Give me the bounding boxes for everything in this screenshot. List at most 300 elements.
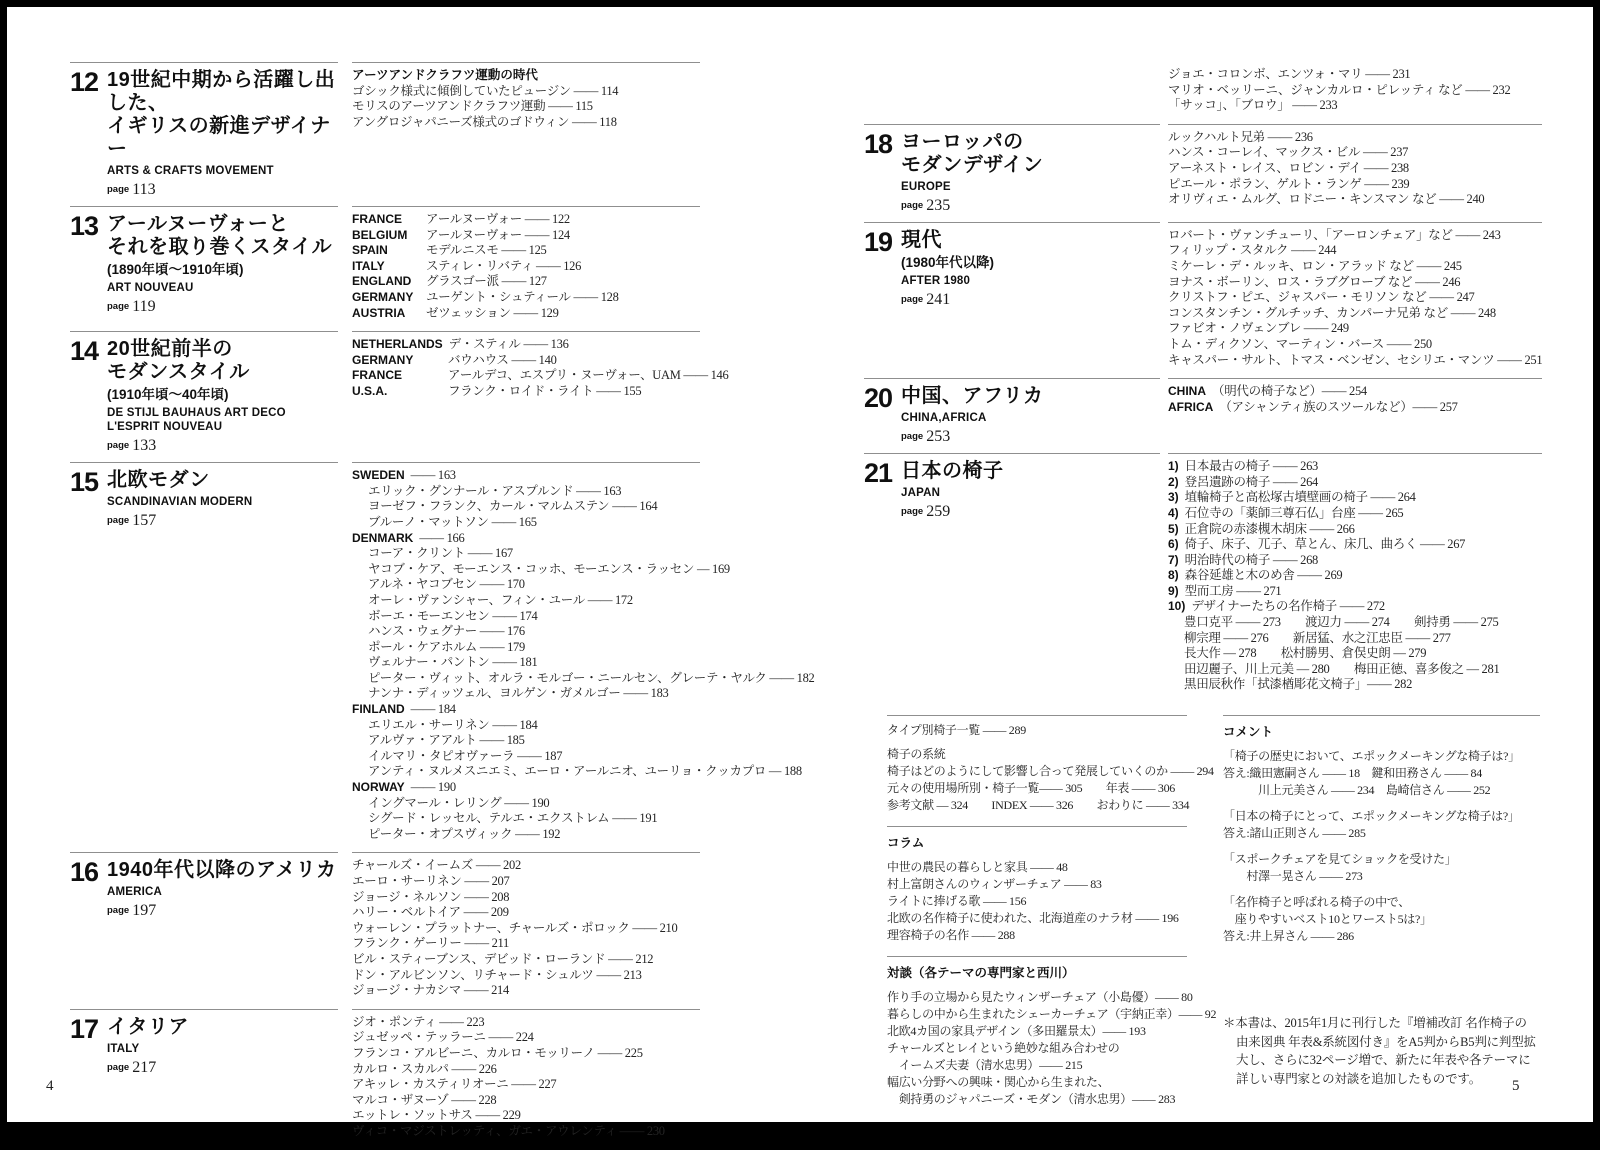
left-page-number: 4 (46, 1078, 54, 1094)
comment-line: 「日本の椅子にとって、エポックメーキングな椅子は?」 (1223, 809, 1520, 824)
chapter-page-number: 119 (132, 298, 156, 315)
chapter-titles (107, 1015, 338, 1076)
chapter-number: 19 (864, 226, 893, 257)
toc-entry (352, 243, 700, 259)
toc-entry-label: ENGLAND (352, 274, 412, 289)
toc-entry-text: ビル・スティーブンス、デビッド・ローランド —— 212 (352, 951, 654, 966)
toc-entry (1168, 662, 1542, 678)
toc-entry-text: ヴェルナー・パントン —— 181 (368, 655, 538, 670)
toc-entry-text: —— 184 (410, 702, 456, 717)
toc-entry-text: 「サッコ」、「ブロウ」 —— 233 (1168, 98, 1338, 113)
chapter-page-number: 253 (926, 428, 951, 446)
appendix-line: 元々の使用場所別・椅子一覧—— 305 年表 —— 306 (887, 781, 1176, 796)
toc-entry-text: アーネスト・レイス、ロビン・デイ —— 238 (1168, 160, 1409, 175)
toc-entry-text: 柳宗理 —— 276 新居猛、水之江忠臣 —— 277 (1184, 630, 1451, 645)
appendix-line: 北欧の名作椅子に使われた、北海道産のナラ材 —— 196 (887, 911, 1179, 926)
chapter-subtitle: (1980年代以降) (901, 254, 995, 270)
page-word: page (107, 905, 130, 917)
chapter-entry-list (352, 62, 700, 206)
toc-entry-text: ゴシック様式に傾倒していたピュージン —— 114 (352, 83, 619, 98)
toc-entry (1168, 353, 1542, 369)
left-chapter-list (70, 62, 815, 1150)
toc-entry-text: 明治時代の椅子 —— 268 (1184, 552, 1318, 567)
toc-entry (352, 368, 729, 384)
toc-entry-text: ピーター・ヴィット、オルラ・モルゴー・ニールセン、グレーテ・ヤルク —— 182 (368, 670, 815, 685)
toc-entry (1168, 490, 1542, 506)
chapter-row (70, 852, 700, 1008)
toc-entry-text: フランコ・アルビーニ、カルロ・モッリーノ —— 225 (352, 1045, 643, 1060)
toc-entry (352, 274, 700, 290)
toc-entry-text: バウハウス —— 140 (448, 352, 557, 367)
toc-entry-text: ユーゲント・シュティール —— 128 (426, 289, 619, 304)
chapter-entry-list (352, 852, 700, 1008)
toc-entry-text: —— 166 (419, 530, 465, 545)
chapter-head-inner (70, 1015, 338, 1076)
toc-entry (1168, 243, 1542, 259)
toc-entry (352, 733, 700, 749)
toc-entry (1168, 321, 1542, 337)
page-word: page (901, 431, 924, 443)
chapter-title-japanese: アールヌーヴォーと (107, 213, 289, 235)
chapter-page-indicator (901, 197, 1160, 214)
toc-entry-text: イングマール・レリング —— 190 (368, 795, 550, 810)
toc-entry-text: イルマリ・タピオヴァーラ —— 187 (368, 748, 563, 763)
chapter-title-japanese: 19世紀中期から活躍し出した、 (107, 69, 336, 114)
chapter-title-japanese: それを取り巻くスタイル (107, 236, 333, 258)
toc-entry (352, 515, 700, 531)
toc-entry-text: デ・スティル —— 136 (448, 337, 569, 352)
toc-entry (352, 952, 700, 968)
chapter-head (70, 331, 338, 462)
toc-entry-text: アングロジャパニーズ様式のゴドウィン —— 118 (352, 114, 617, 129)
toc-entry-text: グラスゴー派 —— 127 (426, 274, 547, 289)
comment-paragraph (1223, 748, 1540, 799)
toc-entry-label: 9) (1168, 583, 1179, 598)
appendix-line: ライトに捧げる歌 —— 156 (887, 894, 1027, 909)
toc-entry-label: GERMANY (352, 289, 414, 304)
toc-entry-text: ボーエ・モーエンセン —— 174 (368, 608, 538, 623)
toc-entry-text: ジュゼッペ・テッラーニ —— 224 (352, 1030, 534, 1045)
comment-line: 答え:織田憲嗣さん —— 18 鍵和田務さん —— 84 (1223, 766, 1482, 781)
appendix-line: 中世の農民の暮らしと家具 —— 48 (887, 860, 1068, 875)
chapter-title-japanese: モダンデザイン (901, 153, 1044, 176)
toc-entry-text: アールヌーヴォー —— 122 (426, 212, 570, 226)
chapter-titles (107, 337, 338, 454)
toc-entry (1168, 677, 1542, 693)
toc-entry (1168, 459, 1542, 475)
chapter-page-number: 197 (132, 902, 157, 920)
chapter-entry-list (1168, 222, 1542, 378)
toc-entry-text: カルロ・スカルパ —— 226 (352, 1061, 497, 1076)
toc-entry (352, 1093, 700, 1109)
toc-entry-text: ゼツェッション —— 129 (426, 305, 559, 320)
toc-entry (352, 577, 700, 593)
toc-entry-text: ナンナ・ディッツェル、ヨルゲン・ガメルゴー —— 183 (368, 686, 669, 701)
toc-entry-text: クリストフ・ピエ、ジャスパー・モリソン など —— 247 (1168, 290, 1475, 305)
appendix-block (887, 715, 1214, 826)
toc-entry (1168, 145, 1542, 161)
chapter-row (864, 378, 1542, 453)
chapter-page-indicator (901, 291, 1160, 308)
comment-paragraph (1223, 894, 1540, 945)
toc-entry (1168, 275, 1542, 291)
chapter-title-english: L'ESPRIT NOUVEAU (107, 421, 223, 434)
toc-entry-text: ポール・ケアホルム —— 179 (368, 639, 525, 654)
toc-entry (1168, 130, 1542, 146)
toc-entry-text: 長大作 — 278 松村勝男、倉俣史朗 — 279 (1184, 646, 1427, 661)
toc-entry-label: U.S.A. (352, 383, 388, 398)
page-word: page (107, 440, 130, 452)
chapter-head (864, 62, 1160, 124)
toc-entry-text: フィリップ・スタルク —— 244 (1168, 243, 1337, 258)
chapter-head-inner (70, 858, 338, 919)
toc-entry (352, 686, 700, 702)
appendix-line: 椅子の系統 (887, 747, 946, 762)
toc-entry-text: ヨナス・ボーリン、ロス・ラブグローブ など —— 246 (1168, 274, 1461, 289)
toc-entry-label: GERMANY (352, 352, 414, 367)
toc-entry-text: （アシャンティ族のスツールなど）—— 257 (1219, 399, 1458, 414)
chapter-entry-list (352, 1009, 700, 1150)
chapter-titles (107, 468, 338, 529)
page-word: page (107, 515, 130, 527)
chapter-title-english: DE STIJL BAUHAUS ART DECO (107, 407, 286, 420)
toc-entry-label: NORWAY (352, 780, 405, 795)
toc-entry (352, 115, 700, 131)
toc-entry (352, 1108, 700, 1124)
toc-entry-text: 石位寺の「薬師三尊石仏」台座 —— 265 (1184, 505, 1404, 520)
chapter-title-japanese: ヨーロッパの (901, 130, 1024, 153)
toc-entry-text: ハンス・コーレイ、マックス・ビル —— 237 (1168, 145, 1409, 160)
toc-entry (1168, 615, 1542, 631)
line-gap (887, 739, 1187, 746)
toc-entry (1168, 537, 1542, 553)
toc-entry-text: ファビオ・ノヴェンブレ —— 249 (1168, 321, 1349, 336)
chapter-page-indicator (107, 1059, 338, 1076)
toc-entry (352, 921, 700, 937)
toc-entry-label: BELGIUM (352, 227, 408, 242)
toc-entry-text: 埴輪椅子と高松塚古墳壁画の椅子 —— 264 (1184, 490, 1416, 505)
toc-entry-label: 5) (1168, 521, 1179, 536)
toc-entry-text: 登呂遺跡の椅子 —— 264 (1184, 474, 1318, 489)
toc-entry (352, 890, 700, 906)
chapter-page-indicator (901, 503, 1160, 520)
chapter-entry-list (352, 462, 815, 852)
toc-entry (1168, 192, 1542, 208)
toc-entry-text: ジョエ・コロンボ、エンツォ・マリ —— 231 (1168, 67, 1411, 81)
toc-entry (352, 593, 700, 609)
toc-entry-text: 正倉院の赤漆槻木胡床 —— 266 (1184, 521, 1355, 536)
chapter-head-inner (70, 337, 338, 454)
toc-entry-text: トム・ディクソン、マーティン・バース —— 250 (1168, 336, 1432, 351)
toc-entry (352, 337, 700, 353)
toc-entry (352, 531, 700, 547)
chapter-title-english: AFTER 1980 (901, 274, 971, 287)
toc-entry-text: ロバート・ヴァンチューリ、「アーロンチェア」など —— 243 (1168, 227, 1501, 242)
page-word: page (107, 184, 130, 195)
toc-entry-text: フランク・ロイド・ライト —— 155 (448, 383, 642, 398)
toc-entry-label: 1) (1168, 459, 1179, 474)
chapter-page-number: 235 (926, 196, 951, 214)
toc-entry (1168, 67, 1542, 83)
chapter-row (70, 331, 729, 462)
toc-entry-text: 倚子、床子、兀子、草とん、床几、曲ろく —— 267 (1184, 537, 1466, 552)
toc-entry (1168, 306, 1542, 322)
toc-entry (1168, 400, 1542, 416)
chapter-title-japanese: 1940年代以降のアメリカ (107, 859, 337, 882)
toc-entry (352, 968, 700, 984)
appendix-line: 村上富朗さんのウィンザーチェア —— 83 (887, 877, 1102, 892)
toc-entry-text: 森谷延雄と木のめ舎 —— 269 (1184, 568, 1343, 583)
toc-entry-text: フランク・ゲーリー —— 211 (352, 936, 509, 951)
toc-entry (352, 1077, 700, 1093)
toc-entry (352, 259, 700, 275)
chapter-row (70, 1009, 700, 1150)
toc-entry-label: 8) (1168, 568, 1179, 583)
chapter-head-inner (70, 68, 338, 198)
chapter-title-japanese: 20世紀前半の (107, 338, 233, 361)
toc-entry-label: 6) (1168, 537, 1179, 552)
toc-entry-text: エリエル・サーリネン —— 184 (368, 717, 538, 732)
toc-entry-label: FRANCE (352, 368, 402, 383)
chapter-titles (107, 212, 338, 315)
toc-entry-text: —— 163 (410, 468, 456, 483)
toc-entry-text: エリック・グンナール・アスプルンド —— 163 (368, 483, 622, 498)
toc-entry-label: SPAIN (352, 243, 388, 258)
chapter-row (864, 124, 1542, 222)
appendix-line: 椅子はどのようにして影響し合って発展していくのか —— 294 (887, 764, 1214, 779)
toc-entry-label: ITALY (352, 258, 385, 273)
chapter-head (864, 378, 1160, 453)
toc-entry (352, 546, 700, 562)
right-page-number: 5 (1512, 1078, 1520, 1094)
toc-entry-text: ジョージ・ナカシマ —— 214 (352, 983, 509, 998)
right-chapter-list (864, 62, 1542, 703)
toc-entry (352, 468, 700, 484)
edition-footnote: ＊本書は、2015年1月に刊行した『増補改訂 名作椅子の由来図典 年表&系統図付き』をA5判からB5判に判型拡大し、さらに32ページ増で、新たに年表や各テーマに詳しい専門家との対談を追加したものです。 (1223, 1016, 1536, 1086)
toc-entry-text: ウォーレン・プラットナー、チャールズ・ポロック —— 210 (352, 920, 678, 935)
chapter-titles (107, 858, 338, 919)
toc-entry-text: エーロ・サーリネン —— 207 (352, 874, 510, 888)
chapter-subtitle: (1890年頃〜1910年頃) (107, 262, 244, 277)
toc-entry-text: モリスのアーツアンドクラフツ運動 —— 115 (352, 99, 593, 114)
toc-entry (352, 1015, 700, 1031)
toc-entry-text: ドン・アルビンソン、リチャード・シュルツ —— 213 (352, 967, 642, 982)
toc-entry-text: ジョージ・ネルソン —— 208 (352, 889, 510, 904)
chapter-titles (901, 459, 1160, 520)
toc-entry-text: デザイナーたちの名作椅子 —— 272 (1191, 599, 1385, 614)
toc-entry-text: マルコ・ザヌーゾ —— 228 (352, 1092, 497, 1107)
toc-entry (352, 655, 700, 671)
toc-entry (352, 212, 700, 228)
chapter-title-english: EUROPE (901, 180, 951, 193)
toc-entry-text: ハンス・ウェグナー —— 176 (368, 624, 525, 639)
chapter-row (864, 222, 1542, 378)
toc-entry-text: （明代の椅子など）—— 254 (1212, 384, 1367, 399)
toc-entry (352, 780, 700, 796)
comment-paragraph (1223, 808, 1540, 842)
chapter-number: 18 (864, 128, 893, 159)
chapter-head (70, 852, 338, 1008)
toc-entry-label: SWEDEN (352, 468, 405, 483)
toc-entry (352, 796, 700, 812)
chapter-title-japanese: 日本の椅子 (901, 460, 1004, 483)
chapter-titles (901, 384, 1160, 445)
toc-entry (352, 353, 700, 369)
toc-entry (1168, 177, 1542, 193)
comment-line: 「スポークチェアを見てショックを受けた」 (1223, 852, 1457, 867)
toc-entry-label: AFRICA (1168, 399, 1214, 414)
toc-entry-text: 日本最古の椅子 —— 263 (1184, 459, 1318, 474)
chapter-page-indicator (107, 298, 338, 315)
chapter-entry-list (352, 331, 729, 462)
chapter-page-indicator (107, 181, 338, 198)
appendix-line: 北欧4カ国の家具デザイン（多田羅景太）—— 193 (887, 1024, 1146, 1039)
chapter-number: 13 (70, 211, 99, 241)
toc-entry-text: オリヴィエ・ムルグ、ロドニー・キンスマン など —— 240 (1168, 192, 1485, 207)
comment-line: 村澤一晃さん —— 273 (1223, 869, 1363, 884)
toc-entry-text: ヴィコ・マジストレッティ、ガエ・アウレンティ —— 230 (352, 1123, 665, 1138)
chapter-row (70, 206, 700, 331)
chapter-page-indicator (901, 428, 1160, 445)
toc-entry (1168, 553, 1542, 569)
toc-entry (352, 1062, 700, 1078)
toc-entry-text: ヤコブ・ケア、モーエンス・コッホ、モーエンス・ラッセン — 169 (368, 561, 730, 576)
chapter-titles (901, 228, 1160, 308)
chapter-title-english: CHINA,AFRICA (901, 412, 987, 425)
toc-section-heading: アーツアンドクラフツ運動の時代 (352, 68, 538, 82)
toc-entry-text: 豊口克平 —— 273 渡辺力 —— 274 剣持勇 —— 275 (1184, 615, 1499, 630)
toc-entry (1168, 475, 1542, 491)
toc-entry-label: NETHERLANDS (352, 337, 443, 352)
toc-entry (1168, 83, 1542, 99)
appendix-line: 参考文献 — 324 INDEX —— 326 おわりに —— 334 (887, 798, 1190, 813)
chapter-title-japanese: イタリア (107, 1015, 189, 1038)
chapter-head (70, 206, 338, 331)
toc-entry (352, 228, 700, 244)
appendix-line: 幅広い分野への興味・関心から生まれた、 (887, 1075, 1110, 1090)
chapter-title-japanese: 中国、アフリカ (901, 385, 1044, 408)
chapter-number: 12 (70, 67, 99, 97)
toc-entry (1168, 259, 1542, 275)
comment-line: 川上元美さん —— 234 島崎信さん —— 252 (1223, 783, 1491, 798)
appendix-line: 作り手の立場から見たウィンザーチェア（小島優）—— 80 (887, 990, 1193, 1005)
comment-line: 「名作椅子と呼ばれる椅子の中で、 (1223, 895, 1410, 910)
appendix-left-column (887, 715, 1217, 1120)
toc-entry (1168, 631, 1542, 647)
toc-entry-text: アンティ・ヌルメスニエミ、エーロ・アールニオ、ユーリョ・クッカプロ — 188 (368, 764, 802, 779)
toc-entry-label: FRANCE (352, 212, 402, 226)
chapter-number: 20 (864, 383, 893, 414)
toc-entry (352, 983, 700, 999)
chapter-row (864, 62, 1542, 124)
toc-entry (1168, 522, 1542, 538)
toc-entry (352, 484, 700, 500)
toc-entry (352, 84, 700, 100)
chapter-title-japanese: 北欧モダン (107, 469, 210, 492)
toc-entry (352, 827, 700, 843)
toc-entry (1168, 290, 1542, 306)
toc-entry (352, 99, 700, 115)
chapter-number: 17 (70, 1013, 99, 1044)
toc-entry (352, 1046, 700, 1062)
toc-entry-text: コンスタンチン・グルチッチ、カンパーナ兄弟 など —— 248 (1168, 305, 1496, 320)
comments-block (1223, 715, 1540, 966)
appendix-block (887, 826, 1187, 956)
chapter-head-inner (864, 228, 1160, 308)
toc-entry (352, 874, 700, 890)
chapter-entry-list (1168, 62, 1542, 124)
toc-entry (352, 811, 700, 827)
chapter-entry-list (1168, 378, 1542, 453)
chapter-entry-list (1168, 124, 1542, 222)
chapter-head-inner (864, 459, 1160, 520)
appendix-line: 理容椅子の名作 —— 288 (887, 928, 1015, 943)
toc-entry-label: 7) (1168, 552, 1179, 567)
chapter-entry-list (352, 206, 700, 331)
toc-entry-text: —— 190 (410, 780, 456, 795)
chapter-title-english: ART NOUVEAU (107, 282, 194, 294)
toc-entry (352, 749, 700, 765)
chapter-page-indicator (107, 437, 338, 454)
page-word: page (901, 199, 924, 211)
toc-entry (1168, 584, 1542, 600)
toc-entry (352, 609, 700, 625)
comment-paragraph (1223, 851, 1540, 885)
toc-entry-text: モデルニスモ —— 125 (426, 243, 547, 258)
toc-entry (352, 306, 700, 322)
toc-entry-text: スティレ・リバティ —— 126 (426, 258, 582, 273)
appendix-heading: コラム (887, 836, 925, 851)
toc-entry-text: アールデコ、エスプリ・ヌーヴォー、UAM —— 146 (448, 368, 729, 383)
appendix-line: タイプ別椅子一覧 —— 289 (887, 723, 1026, 738)
toc-entry (352, 702, 700, 718)
chapter-head (864, 222, 1160, 378)
toc-entry (1168, 646, 1542, 662)
chapter-title-english: ARTS & CRAFTS MOVEMENT (107, 165, 274, 177)
chapter-number: 16 (70, 857, 99, 888)
chapter-title-english: JAPAN (901, 487, 941, 500)
toc-entry-label: 3) (1168, 490, 1179, 505)
toc-entry-text: エットレ・ソットサス —— 229 (352, 1108, 521, 1123)
toc-entry-text: アールヌーヴォー —— 124 (426, 227, 570, 242)
toc-entry-label: 4) (1168, 505, 1179, 520)
chapter-title-japanese: イギリスの新進デザイナー (107, 115, 331, 160)
toc-entry (352, 936, 700, 952)
toc-entry-text: アルネ・ヤコブセン —— 170 (368, 577, 525, 592)
chapter-number: 21 (864, 458, 893, 489)
toc-entry (1168, 568, 1542, 584)
toc-entry (352, 68, 700, 84)
toc-entry-text: キャスパー・サルト、トマス・ベンゼン、セシリエ・マンツ —— 251 (1168, 352, 1543, 367)
chapter-page-number: 133 (132, 437, 157, 455)
toc-entry (352, 1030, 700, 1046)
chapter-head (864, 124, 1160, 222)
toc-entry-text: ジオ・ポンティ —— 223 (352, 1014, 485, 1029)
comment-line: 答え:諸山正則さん —— 285 (1223, 826, 1366, 841)
chapter-page-number: 157 (132, 512, 157, 530)
chapter-entry-list (1168, 453, 1542, 703)
chapter-head-inner (70, 212, 338, 315)
chapter-head (70, 62, 338, 206)
toc-entry-label: AUSTRIA (352, 305, 406, 320)
page-word: page (107, 301, 130, 312)
toc-entry (1168, 599, 1542, 615)
toc-entry-label: 2) (1168, 474, 1179, 489)
toc-entry-text: コーア・クリント —— 167 (368, 546, 513, 561)
chapter-title-english: AMERICA (107, 886, 163, 899)
toc-entry-text: ハリー・ベルトイア —— 209 (352, 905, 509, 920)
chapter-title-japanese: モダンスタイル (107, 361, 250, 384)
